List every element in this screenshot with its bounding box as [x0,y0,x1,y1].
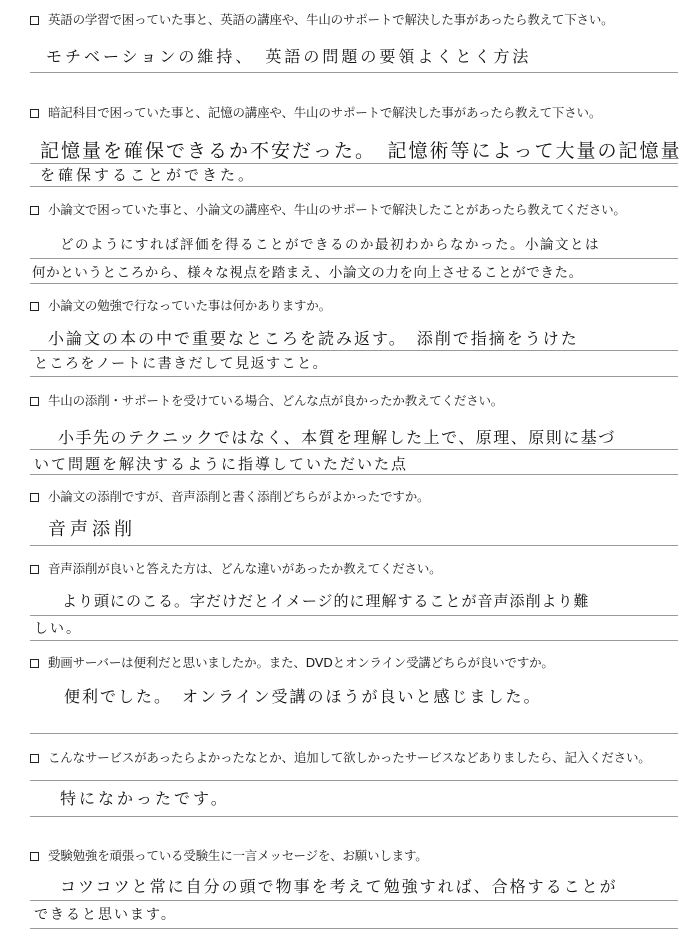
writing-line [30,350,678,351]
writing-line [30,640,678,641]
question-text: 英語の学習で困っていた事と、英語の講座や、牛山のサポートで解決した事があったら教えて下さい。 [48,12,614,27]
writing-line [30,283,678,284]
writing-line [30,163,678,164]
writing-line [30,780,678,781]
answer-line-2-1: 記憶量を確保できるか不安だった。 記憶術等によって大量の記憶量 [40,140,682,162]
answer-line-9-1: 特になかったです。 [60,789,230,808]
writing-line [30,545,678,546]
question-3 [30,202,680,218]
question-10 [30,848,680,864]
checkbox-icon[interactable] [30,16,39,25]
answer-line-7-2: しい。 [34,621,82,637]
checkbox-icon[interactable] [30,565,39,574]
question-8 [30,655,680,671]
writing-line [30,449,678,450]
answer-line-8-1: 便利でした。 オンライン受講のほうが良いと感じました。 [64,687,542,706]
writing-line [30,928,678,929]
question-text: 音声添削が良いと答えた方は、どんな違いがあったか教えてください。 [48,561,442,576]
checkbox-icon[interactable] [30,206,39,215]
question-4 [30,298,680,314]
writing-line [30,72,678,73]
answer-line-4-1: 小論文の本の中で重要なところを読み返す。 添削で指摘をうけた [48,329,579,348]
checkbox-icon[interactable] [30,302,39,311]
question-2 [30,105,680,121]
answer-line-3-2: 何かというところから、様々な視点を踏まえ、小論文の力を向上させることができた。 [32,265,583,281]
writing-line [30,186,678,187]
writing-line [30,615,678,616]
checkbox-icon[interactable] [30,397,39,406]
answer-line-10-1: コツコツと常に自分の頭で物事を考えて勉強すれば、合格することが [60,877,618,896]
checkbox-icon[interactable] [30,659,39,668]
writing-line [30,474,678,475]
question-text: こんなサービスがあったらよかったなとか、追加して欲しかったサービスなどありましたら、記入ください。 [48,750,651,765]
question-text: 動画サーバーは便利だと思いましたか。また、DVDとオンライン受講どちらが良いですか。 [48,655,554,670]
checkbox-icon[interactable] [30,754,39,763]
question-1 [30,12,680,28]
question-text: 小論文の勉強で行なっていた事は何かありますか。 [48,298,331,313]
answer-line-5-2: いて問題を解決するように指導していただいた点 [34,455,409,473]
answer-line-4-2: ところをノートに書きだして見返すこと。 [34,356,329,372]
question-text: 牛山の添削・サポートを受けている場合、どんな点が良かったか教えてください。 [48,393,504,408]
answer-line-5-1: 小手先のテクニックではなく、本質を理解した上で、原理、原則に基づ [58,428,616,447]
answer-line-3-1: どのようにすれば評価を得ることができるのか最初わからなかった。小論文とは [60,237,600,253]
writing-line [30,816,678,817]
question-6 [30,489,680,505]
question-text: 小論文の添削ですが、音声添削と書く添削どちらがよかったですか。 [48,489,430,504]
checkbox-icon[interactable] [30,109,39,118]
writing-line [30,376,678,377]
writing-line [30,258,678,259]
checkbox-icon[interactable] [30,852,39,861]
question-5 [30,393,680,409]
answer-line-2-2: を確保することができた。 [40,166,257,184]
answer-line-7-1: より頭にのこる。字だけだとイメージ的に理解することが音声添削より難 [62,592,590,610]
writing-line [30,900,678,901]
question-9 [30,750,680,766]
question-text: 暗記科目で困っていた事と、記憶の講座や、牛山のサポートで解決した事があったら教えて下さい。 [48,105,602,120]
question-7 [30,561,680,577]
answer-line-1-1: モチベーションの維持、 英語の問題の要領よくとく方法 [46,47,532,66]
answer-line-6-1: 音声添削 [48,519,136,540]
question-text: 小論文で困っていた事と、小論文の講座や、牛山のサポートで解決したことがあったら教えてください。 [48,202,626,217]
checkbox-icon[interactable] [30,493,39,502]
writing-line [30,733,678,734]
question-text: 受験勉強を頑張っている受験生に一言メッセージを、お願いします。 [48,848,428,863]
answer-line-10-2: できると思います。 [34,907,177,923]
